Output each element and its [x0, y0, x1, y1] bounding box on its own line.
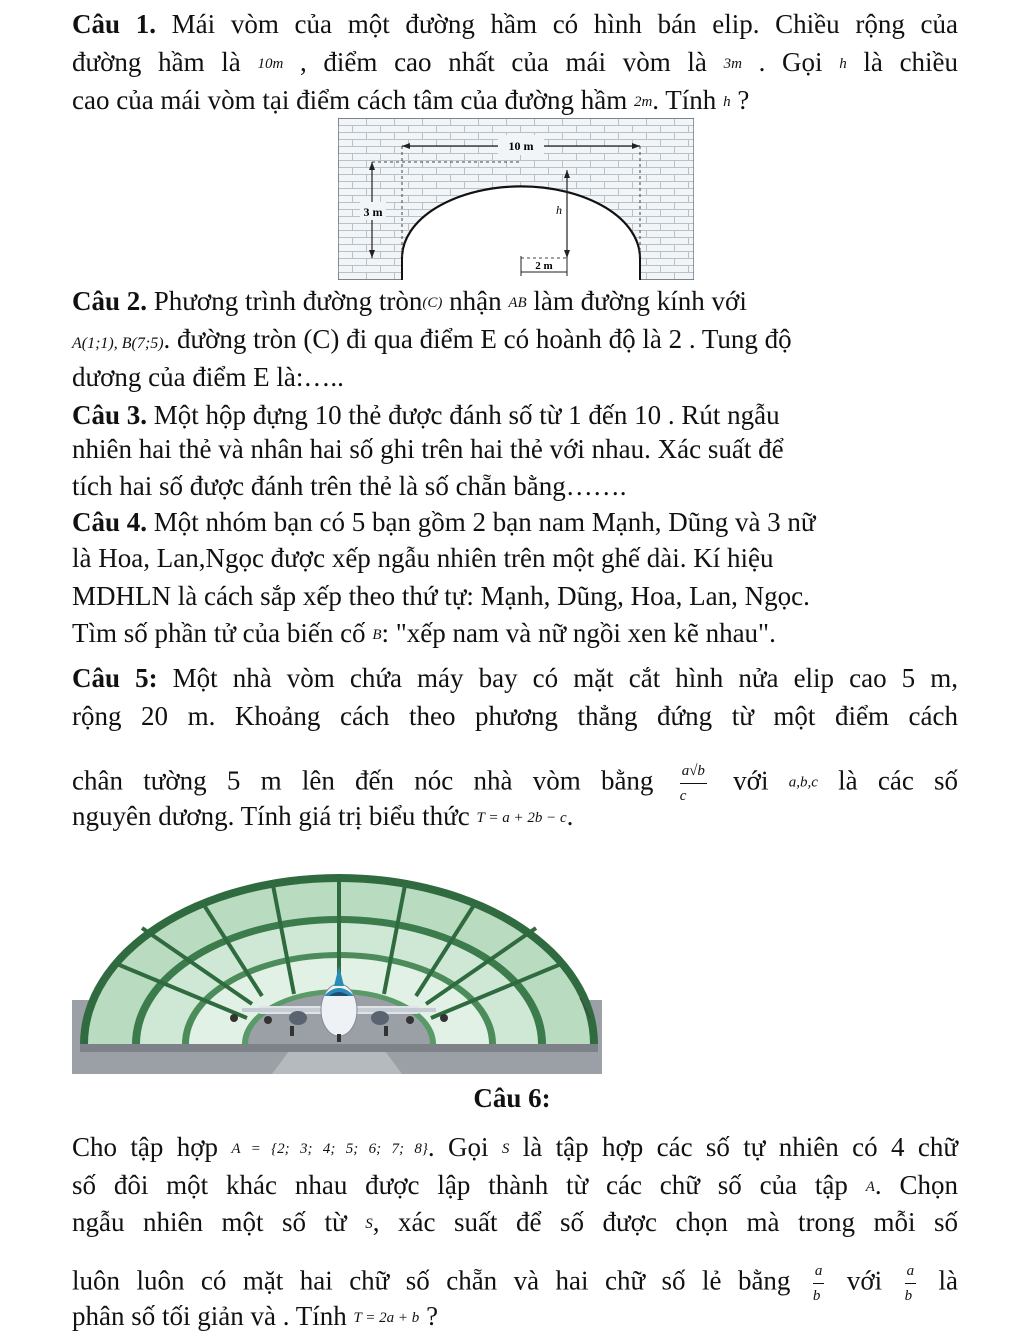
q6-line-4: luôn luôn có mặt hai chữ số chẵn và hai chữ số lẻ bằng $\frac{a}{b}$ với $\frac{a}{b}$ là: [72, 1263, 959, 1304]
q5-fraction: $\frac{a√b}{c}$: [679, 763, 705, 804]
q2-line-3: dương của điểm E là:…..: [72, 362, 344, 392]
q3-line-2: nhiên hai thẻ và nhân hai số ghi trên hai thẻ với nhau. Xác suất để: [72, 434, 784, 464]
q3-title: Câu 3.: [72, 400, 148, 430]
q2-line-2: A(1;1), B(7;5). đường tròn (C) đi qua điểm E có hoành độ là 2 . Tung độ: [72, 324, 792, 354]
q1-line-2: đường hầm là 10m , điểm cao nhất của mái vòm là 3m . Gọi h là chiều: [72, 47, 959, 77]
q6-fraction-1: $\frac{a}{b}$: [812, 1263, 823, 1304]
q4-line-4: Tìm số phần tử của biến cố B: "xếp nam và nữ ngồi xen kẽ nhau".: [72, 618, 776, 648]
q4-line-1: Câu 4. Một nhóm bạn có 5 bạn gồm 2 bạn nam Mạnh, Dũng và 3 nữ: [72, 507, 816, 537]
q5-line-3: chân tường 5 m lên đến nóc nhà vòm bằng $\frac{a√b}{c}$ với a,b,c là các số: [72, 763, 959, 804]
q6-caption: Câu 6:: [473, 1083, 551, 1113]
q6-line-5: phân số tối giản và . Tính T = 2a + b ?: [72, 1301, 439, 1331]
tunnel-figure: [338, 118, 694, 280]
q5-title: Câu 5:: [72, 663, 158, 693]
q2-line-1: Câu 2. Phương trình đường tròn(C) nhận AB làm đường kính với: [72, 286, 747, 316]
q4-line-2: là Hoa, Lan,Ngọc được xếp ngẫu nhiên trên một ghế dài. Kí hiệu: [72, 543, 774, 573]
q6-line-3: ngẫu nhiên một số từ S, xác suất để số được chọn mà trong mỗi số: [72, 1207, 959, 1237]
q6-fraction-2: $\frac{a}{b}$: [904, 1263, 915, 1304]
q1-line-1: Câu 1. Mái vòm của một đường hầm có hình bán elip. Chiều rộng của: [72, 9, 959, 39]
q3-line-1: Câu 3. Một hộp đựng 10 thẻ được đánh số từ 1 đến 10 . Rút ngẫu: [72, 400, 780, 430]
q2-title: Câu 2.: [72, 286, 148, 316]
hangar-figure: [72, 868, 602, 1074]
q6-line-1: Cho tập hợp A = {2; 3; 4; 5; 6; 7; 8}. Gọi S là tập hợp các số tự nhiên có 4 chữ: [72, 1132, 959, 1162]
q5-line-4: nguyên dương. Tính giá trị biểu thức T = a + 2b − c.: [72, 801, 574, 831]
q5-line-2: rộng 20 m. Khoảng cách theo phương thẳng đứng từ một điểm cách: [72, 701, 958, 731]
q1-line-3: cao của mái vòm tại điểm cách tâm của đường hầm 2m. Tính h ?: [72, 85, 750, 115]
fig-offset-label: 2 m: [535, 260, 553, 272]
q4-line-3: MDHLN là cách sắp xếp theo thứ tự: Mạnh, Dũng, Hoa, Lan, Ngọc.: [72, 581, 810, 611]
q4-title: Câu 4.: [72, 507, 148, 537]
q5-line-1: Câu 5: Một nhà vòm chứa máy bay có mặt cắt hình nửa elip cao 5 m,: [72, 663, 958, 693]
fig-height-label: 3 m: [363, 205, 383, 219]
q6-line-2: số đôi một khác nhau được lập thành từ các chữ số của tập A. Chọn: [72, 1170, 959, 1200]
q3-line-3: tích hai số được đánh trên thẻ là số chẵn bằng…….: [72, 471, 627, 501]
fig-h-label: h: [556, 203, 562, 217]
q1-title: Câu 1.: [72, 9, 156, 39]
fig-width-label: 10 m: [508, 139, 534, 153]
